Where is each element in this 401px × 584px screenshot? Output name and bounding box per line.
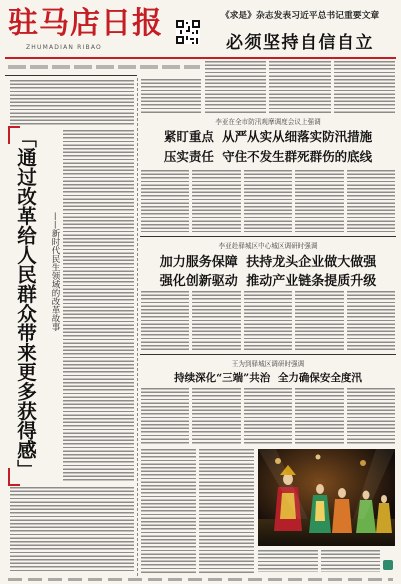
top-story-body (205, 61, 395, 113)
text-column (295, 291, 343, 350)
section-rule-2 (140, 354, 396, 355)
text-column (192, 170, 240, 232)
photo-caption (258, 550, 380, 572)
text-column (199, 449, 254, 575)
page-footer (8, 578, 393, 581)
text-column (347, 388, 395, 444)
text-column (269, 61, 330, 113)
left-column-bottom-text (10, 487, 134, 573)
text-column (141, 170, 189, 232)
story-2-headline-1: 加力服务保障 扶持龙头企业做大做强 (159, 255, 377, 270)
decorative-bracket-bottom (8, 468, 20, 486)
text-column (141, 291, 189, 350)
text-column (295, 388, 343, 444)
story-1-headline-2: 压实责任 守住不发生群死群伤的底线 (163, 149, 373, 164)
story-1-body (141, 170, 395, 232)
text-column (141, 388, 189, 444)
masthead-latin: ZHUMADIAN RIBAO (26, 44, 102, 51)
story-2-headline-2: 强化创新驱动 推动产业链条提质升级 (159, 274, 377, 289)
section-rule-1 (140, 236, 396, 237)
story-1-headline-1: 紧盯重点 从严从实从细落实防汛措施 (163, 129, 373, 144)
story-2-kicker: 李亚赴驿城区中心城区调研时强调 (218, 242, 318, 250)
text-column (205, 61, 266, 113)
dateline-rule (5, 75, 137, 76)
left-column-middle-text (63, 130, 134, 482)
top-story-kicker: 《求是》杂志发表习近平总书记重要文章 (220, 11, 380, 21)
qr-code (176, 20, 200, 44)
stage-performance-photo (258, 449, 395, 546)
text-column (244, 388, 292, 444)
text-column (334, 61, 395, 113)
text-column (10, 487, 134, 573)
story-3-body-continued (141, 449, 254, 575)
column-divider (137, 78, 138, 576)
section-logo-icon (383, 560, 393, 570)
top-story-headline: 必须坚持自信自立 (226, 33, 374, 53)
story-3-kicker: 王为到驿城区调研时强调 (231, 360, 305, 368)
text-column (192, 291, 240, 350)
feature-vertical-subhead: ——新时代民生领域的改革故事 (50, 212, 60, 331)
text-column (347, 291, 395, 350)
story-3-headline: 持续深化“三端”共治 全力确保安全度汛 (174, 372, 362, 384)
text-column (141, 449, 196, 575)
feature-vertical-headline: 「通过改革给人民群众带来更多获得感」 (14, 128, 37, 479)
top-center-body (141, 79, 201, 113)
text-column (10, 80, 134, 125)
text-column (258, 550, 318, 572)
text-column (347, 170, 395, 232)
story-3-body (141, 388, 395, 444)
text-column (141, 79, 201, 113)
text-column (63, 130, 134, 482)
text-column (244, 291, 292, 350)
left-column-top-text (10, 80, 134, 125)
text-column (321, 550, 381, 572)
masthead-title: 驻马店日报 (8, 6, 163, 41)
text-column (295, 170, 343, 232)
text-column (192, 388, 240, 444)
story-2-body (141, 291, 395, 350)
text-column (244, 170, 292, 232)
date-line (8, 62, 200, 72)
story-1-kicker: 李亚在全市防汛观摩调度会议上强调 (215, 118, 321, 126)
masthead-rule (5, 57, 396, 59)
